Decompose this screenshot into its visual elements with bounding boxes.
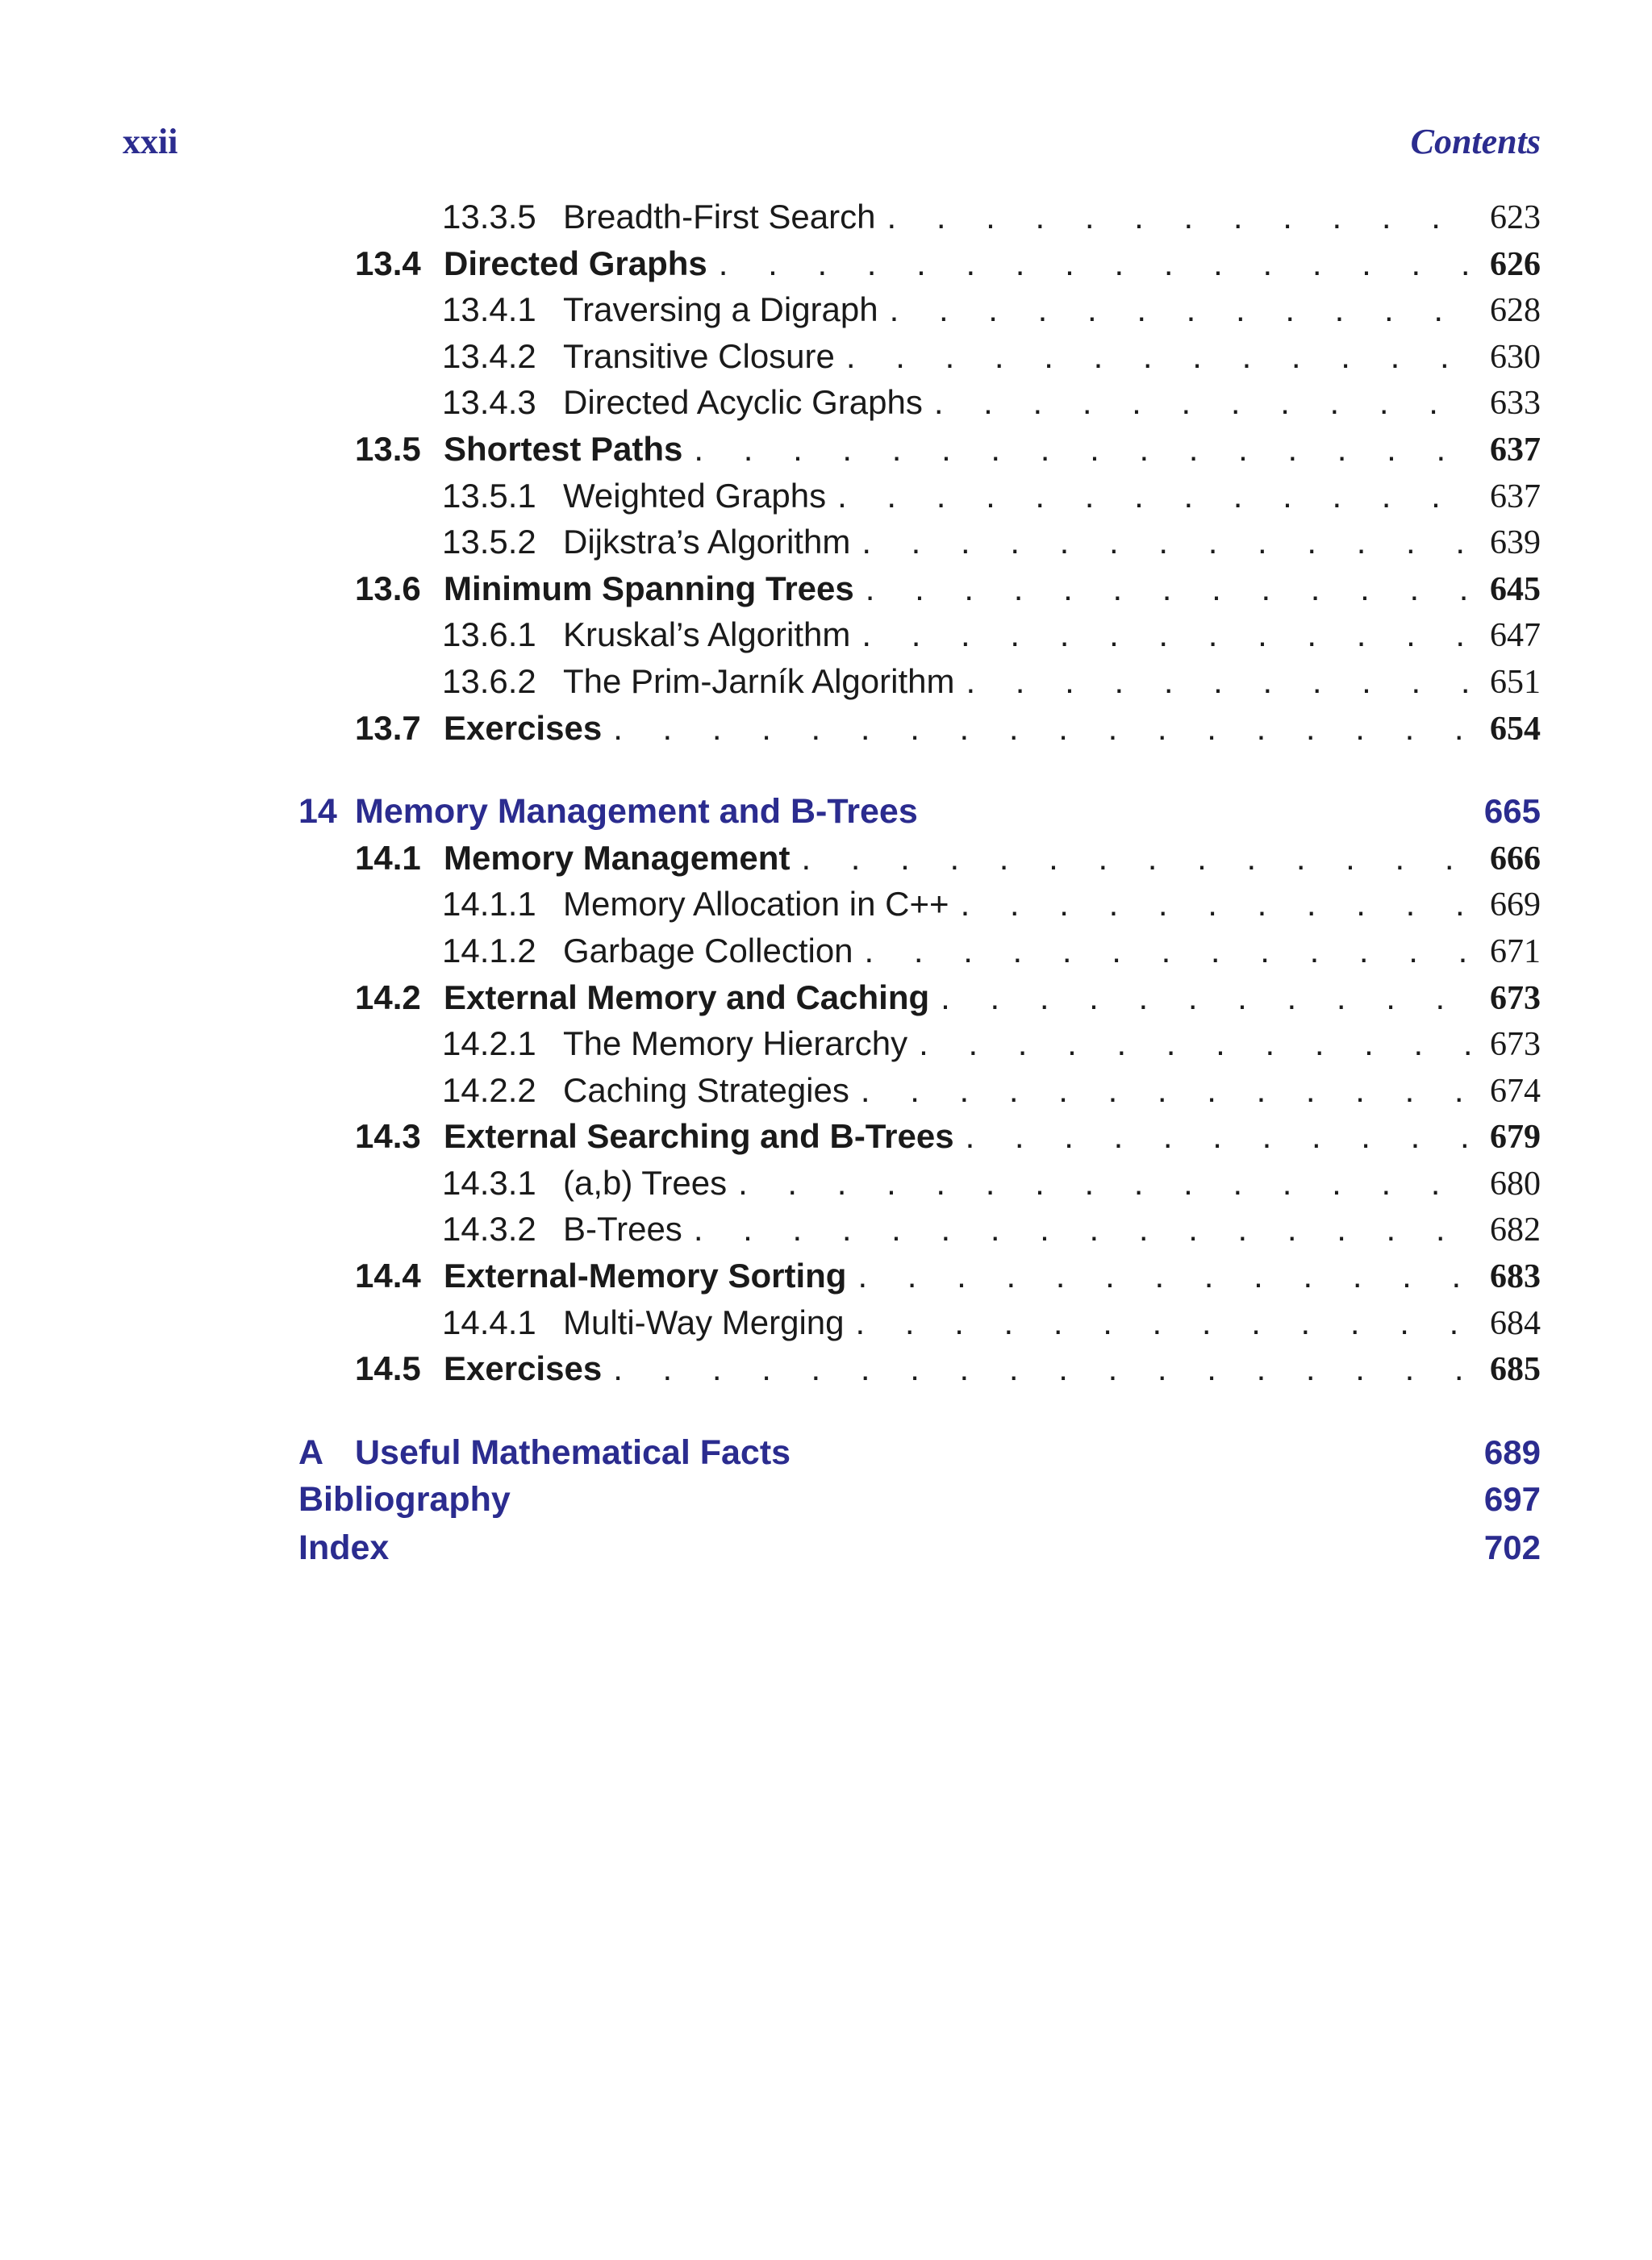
toc-entry-title: Garbage Collection [563,931,853,969]
running-head [123,121,1541,169]
toc-entry-sec[interactable] [298,1113,1541,1160]
toc-leader-dots [966,658,1473,705]
toc-entry-number: 14.1.2 [442,931,536,969]
toc-entry-sub[interactable] [298,881,1541,928]
toc-entry-sec[interactable] [298,1253,1541,1299]
toc-leader-dots [613,705,1473,752]
toc-entry-page: 665 [1483,792,1541,831]
toc-entry-number: 14.2 [355,978,421,1016]
toc-entry-sec[interactable] [298,426,1541,473]
toc-entry-page: 623 [1490,199,1541,236]
running-title: Contents [1410,122,1541,161]
toc-entry-title: Useful Mathematical Facts [355,1432,791,1472]
toc-entry-page: 628 [1490,292,1541,330]
toc-entry-title: Memory Management [444,838,791,877]
toc-entry-sub[interactable] [298,611,1541,658]
toc-entry-title: The Prim-Jarník Algorithm [563,661,955,700]
toc-entry-number: 13.5.1 [442,476,536,515]
toc-entry-number: 14.3.2 [442,1210,536,1249]
toc-entry-page: 671 [1490,932,1541,970]
toc-entry-sub[interactable] [298,658,1541,705]
toc-leader-dots [613,1345,1473,1392]
toc-entry-page: 673 [1490,1026,1541,1064]
toc-entry-title: External Searching and B-Trees [444,1117,954,1156]
toc-entry-number: 13.4.1 [442,290,536,329]
toc-entry-sec[interactable] [298,705,1541,752]
toc-entry-sub[interactable] [298,928,1541,974]
toc-entry-page: 683 [1490,1258,1541,1296]
toc-entry-title: Bibliography [298,1480,511,1520]
toc-entry-page: 637 [1490,477,1541,515]
toc-entry-sec[interactable] [298,565,1541,612]
toc-leader-dots [934,379,1473,426]
toc-entry-title: Memory Allocation in C++ [563,885,949,924]
toc-entry-title: Exercises [444,1349,603,1388]
toc-entry-title: External Memory and Caching [444,978,930,1016]
toc-entry-number: 14.5 [355,1349,421,1388]
toc-entry-title: Weighted Graphs [563,476,827,515]
toc-entry-title: Exercises [444,708,603,747]
toc-entry-sec[interactable] [298,835,1541,882]
toc-entry-page: 639 [1490,524,1541,562]
toc-entry-title: Traversing a Digraph [563,290,878,329]
toc-leader-dots [694,426,1473,473]
toc-leader-dots [846,333,1473,380]
toc-entry-chap[interactable] [298,1524,1541,1572]
toc-leader-dots [738,1160,1473,1207]
toc-entry-sub[interactable] [298,519,1541,565]
toc-entry-title: B-Trees [563,1210,682,1249]
toc-entry-title: External-Memory Sorting [444,1257,847,1295]
toc-entry-number: 13.5 [355,429,421,468]
toc-entry-page: 697 [1483,1480,1541,1519]
toc-entry-page: 637 [1490,431,1541,469]
toc-entry-title: (a,b) Trees [563,1163,728,1202]
toc-entry-title: Multi-Way Merging [563,1303,845,1341]
toc-entry-chap[interactable] [298,788,1541,835]
toc-entry-page: 684 [1490,1304,1541,1342]
toc-leader-dots [886,194,1473,240]
toc-leader-dots [861,611,1473,658]
toc-entry-sec[interactable] [298,974,1541,1021]
toc-entry-page: 654 [1490,710,1541,748]
toc-entry-title: Minimum Spanning Trees [444,569,854,607]
toc-entry-title: Dijkstra’s Algorithm [563,523,851,561]
toc-entry-number: 13.4.2 [442,336,536,375]
toc-entry-title: Breadth-First Search [563,198,876,236]
toc-leader-dots [919,1020,1473,1067]
toc-leader-dots [866,565,1473,612]
toc-entry-sub[interactable] [298,1299,1541,1346]
toc-entry-sub[interactable] [298,194,1541,240]
toc-entry-sub[interactable] [298,1206,1541,1253]
toc-leader-dots [801,835,1473,882]
toc-entry-page: 669 [1490,886,1541,924]
toc-entry-page: 647 [1490,617,1541,655]
toc-entry-number: 14.1 [355,838,421,877]
toc-entry-number: 14.4.1 [442,1303,536,1341]
toc-entry-sub[interactable] [298,286,1541,333]
toc-entry-title: Directed Acyclic Graphs [563,383,923,422]
toc-leader-dots [865,928,1473,974]
toc-entry-page: 702 [1483,1528,1541,1567]
toc-entry-number: 13.7 [355,708,421,747]
toc-entry-sec[interactable] [298,240,1541,287]
toc-entry-number: 14.3.1 [442,1163,536,1202]
toc-entry-page: 673 [1490,979,1541,1017]
toc-leader-dots [837,473,1473,519]
toc-entry-page: 680 [1490,1165,1541,1203]
toc-entry-sec[interactable] [298,1345,1541,1392]
toc-entry-title: Memory Management and B-Trees [355,792,918,832]
page-number: xxii [123,122,178,161]
toc-entry-page: 685 [1490,1351,1541,1389]
toc-entry-page: 679 [1490,1119,1541,1157]
toc-entry-page: 633 [1490,385,1541,423]
toc-entry-sub[interactable] [298,1067,1541,1114]
toc-entry-sub[interactable] [298,473,1541,519]
toc-leader-dots [856,1299,1473,1346]
toc-entry-number: 13.4 [355,244,421,282]
toc-leader-dots [694,1206,1473,1253]
toc-entry-page: 626 [1490,245,1541,283]
toc-entry-title: Index [298,1528,390,1568]
toc-entry-number: A [298,1432,324,1472]
toc-entry-page: 645 [1490,570,1541,608]
toc-entry-number: 13.3.5 [442,198,536,236]
toc-entry-sub[interactable] [298,1020,1541,1067]
toc-entry-title: Transitive Closure [563,336,835,375]
toc-entry-chap[interactable] [298,1429,1541,1476]
toc-entry-sub[interactable] [298,333,1541,380]
toc-entry-title: Shortest Paths [444,429,683,468]
toc-leader-dots [861,519,1473,565]
toc-leader-dots [890,286,1473,333]
toc-leader-dots [961,881,1473,928]
toc-leader-dots [719,240,1473,287]
toc-entry-sub[interactable] [298,1160,1541,1207]
toc-entry-title: Caching Strategies [563,1070,849,1109]
toc-entry-page: 674 [1490,1072,1541,1110]
toc-entry-number: 13.6.1 [442,615,536,654]
toc-entry-sub[interactable] [298,379,1541,426]
toc-entry-title: Kruskal’s Algorithm [563,615,851,654]
toc-entry-page: 666 [1490,840,1541,878]
toc-entry-title: Directed Graphs [444,244,707,282]
toc-entry-number: 14 [298,792,337,832]
toc-entry-number: 14.1.1 [442,885,536,924]
toc-entry-page: 682 [1490,1211,1541,1249]
toc-entry-page: 689 [1483,1432,1541,1471]
toc-entry-number: 13.4.3 [442,383,536,422]
toc-entry-page: 651 [1490,663,1541,701]
toc-entry-page: 630 [1490,338,1541,376]
toc-leader-dots [861,1067,1473,1114]
table-of-contents [298,194,1541,1572]
toc-entry-number: 13.5.2 [442,523,536,561]
toc-entry-chap[interactable] [298,1475,1541,1524]
toc-entry-number: 14.3 [355,1117,421,1156]
toc-leader-dots [941,974,1473,1021]
toc-entry-number: 14.2.1 [442,1024,536,1063]
toc-entry-number: 13.6 [355,569,421,607]
toc-entry-number: 13.6.2 [442,661,536,700]
toc-entry-number: 14.4 [355,1257,421,1295]
toc-leader-dots [857,1253,1473,1299]
toc-leader-dots [966,1113,1473,1160]
toc-entry-number: 14.2.2 [442,1070,536,1109]
toc-entry-title: The Memory Hierarchy [563,1024,908,1063]
